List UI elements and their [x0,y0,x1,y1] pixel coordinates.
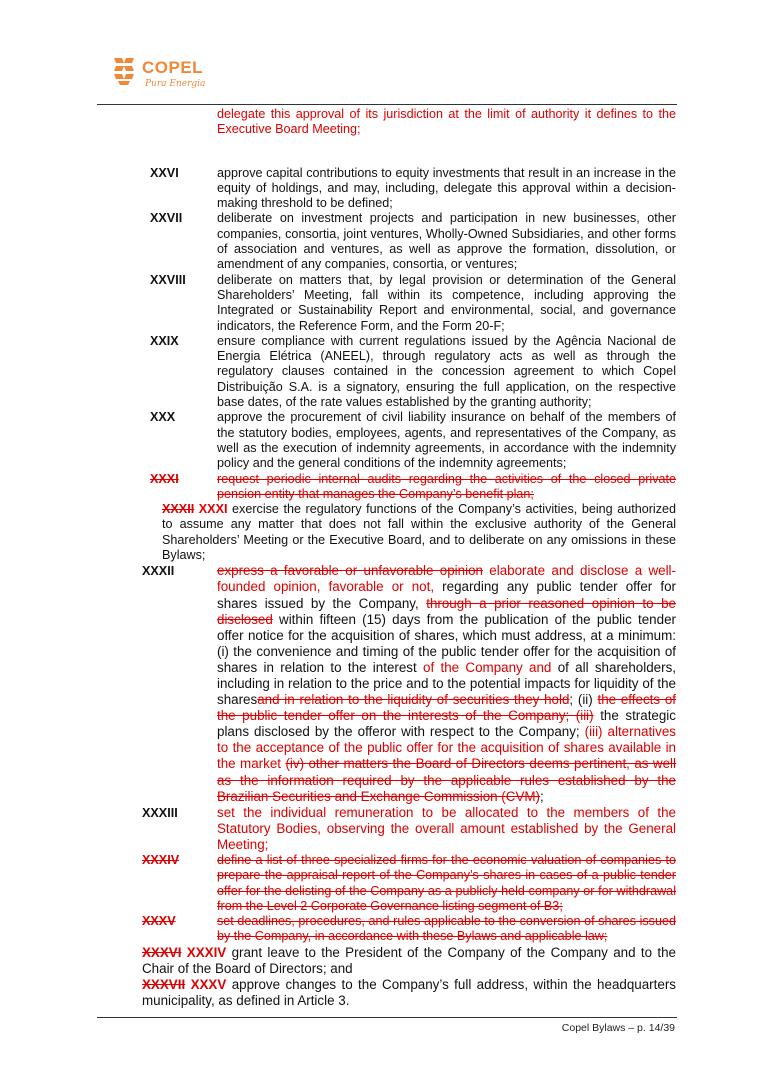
item-number: XXVI [150,165,179,180]
deleted-text: and in relation to the liquidity of securities they hold [257,692,570,708]
copel-logo-icon [112,56,138,86]
item-text: deliberate on matters that, by legal provision or determination of the General Shareholders’ Meeting, fall within its competence, including approving the Integrated or Sustainability Report and environmental, social, and governance indicators, the Reference Form, and the Form 20-F; [217,272,676,333]
item-text: ; (ii) [569,692,593,708]
item-number-old: XXXVI [142,944,182,960]
spacer [150,138,676,166]
logo-tagline: Pura Energia [145,79,206,89]
item-text: exercise the regulatory functions of the Company’s activities, being authorized to assume any matter that does not fall within the exclusive authority of the General Shareholders’ Meeting or the Executive Board, and to deliberate on any omissions in these Bylaws; [162,502,677,563]
item-xxxiv-deleted [142,853,676,914]
item-xxxiv [142,945,676,977]
item-number-new: XXXI [198,502,228,517]
item-text: approve changes to the Company’s full address, within the headquarters municipality, as defined in Article 3. [142,976,676,1009]
inserted-text: of the Company and [423,659,552,675]
item-xxvi [150,166,676,212]
deleted-text: through a prior reasoned opinion to be disclosed [217,595,676,627]
item-text: set the individual remuneration to be allocated to the members of the Statutory Bodies, observing the overall amount established by the General Meeting; [217,804,676,852]
document-body [142,107,677,1009]
item-xxix [150,334,676,410]
item-xxxi-deleted [150,472,676,503]
inserted-text: (iii) alternatives to the acceptance of the public offer for the acquisition of shares available in the market [217,724,676,772]
item-number: XXVII [150,211,183,226]
deleted-text: express a favorable or unfavorable opinion [217,563,483,579]
item-text: ; [539,788,544,804]
item-xxxi [162,502,676,563]
deleted-text: the effects of the public tender offer on the interests of the Company; (iii) [217,692,676,724]
item-number-old: XXXII [162,502,195,517]
company-logo [112,54,222,94]
item-number-old: XXXVII [142,976,186,992]
item-number-new: XXXIV [186,944,227,960]
header-divider [97,104,677,105]
item-number: XXXV [142,914,176,929]
item-text: set deadlines, procedures, and rules applicable to the conversion of shares issued by the Company, in accordance with these Bylaws and applicable law; [217,914,676,944]
item-number: XXXIV [142,853,180,867]
item-number-new: XXXV [190,976,227,992]
item-xxvii [150,211,676,272]
item-text: define a list of three specialized firms for the economic valuation of companies to prepare the appraisal report of the Company’s shares in cases of a public tender offer for the delisting of the Company as a publicly held company or for withdrawal from the Level 2 Corporate Governance listing segment of B3; [217,853,676,913]
item-text: approve the procurement of civil liability insurance on behalf of the members of the statutory bodies, employees, agents, and representatives of the Company, as well as the execution of indemnity agreements, in accordance with the indemnity policy and the general conditions of the indemnity agreements; [217,410,676,471]
footer-divider [97,1017,677,1018]
item-number: XXIX [150,333,179,348]
item-xxxii [142,563,676,804]
item-number: XXX [150,410,176,425]
item-text: grant leave to the President of the Company of the Company and to the Chair of the Board of Directors; and [142,944,676,976]
item-xxx [150,410,676,471]
item-number: XXXII [142,564,175,579]
item-number: XXVIII [150,272,186,287]
item-xxxiii [142,805,676,853]
item-text: within fifteen (15) days from the publication of the public tender offer notice for the acquisition of shares, which must address, at a minimum: (i) the convenience and timing of the public tender offer for the acquisition of shares in relation to the interest [217,611,676,675]
item-text: the strategic plans disclosed by the offeror with respect to the Company; [217,708,676,740]
item-text: approve capital contributions to equity investments that result in an increase in the equity of holdings, and may, including, delegate this approval within a decision-making threshold to be defined; [217,165,676,211]
item-text: of all shareholders, including in relation to the price and to the potential impacts for liquidity of the shares [217,659,676,708]
item-text: ensure compliance with current regulations issued by the Agência Nacional de Energia Elétrica (ANEEL), through regulatory acts as well as through the regulatory clauses contained in the concession agreement to which Copel Distribuição S.A. is a signatory, ensuring the full application, on the respective base dates, of the rate values established by the granting authority; [217,333,676,410]
item-text: deliberate on investment projects and participation in new businesses, other companies, consortia, joint ventures, Wholly-Owned Subsidiaries, and other forms of association and ventures, as well as approve the formation, dissolution, or amendment of any companies, consortia, or ventures; [217,211,676,272]
page-footer: Copel Bylaws – p. 14/39 [561,1022,675,1034]
item-text: regarding any public tender offer for shares issued by the Company, [217,579,676,611]
item-text: request periodic internal audits regarding the activities of the closed private pension entity that manages the Company’s benefit plan; [217,471,676,501]
deleted-text: (iv) other matters the Board of Directors deems pertinent, as well as the information required by the applicable rules established by the Brazilian Securities and Exchange Commission (CVM) [217,756,676,804]
item-number: XXXIII [142,805,178,820]
item-xxxv-deleted [142,914,676,945]
item-number: XXXI [150,471,179,486]
item-xxviii [150,273,676,334]
item-xxxv [142,977,676,1009]
inserted-text: elaborate and disclose a well-founded opinion, favorable or not, [217,563,676,595]
logo-name: COPEL [142,58,204,77]
intro-paragraph: delegate this approval of its jurisdiction at the limit of authority it defines to the Executive Board Meeting; [217,107,676,137]
